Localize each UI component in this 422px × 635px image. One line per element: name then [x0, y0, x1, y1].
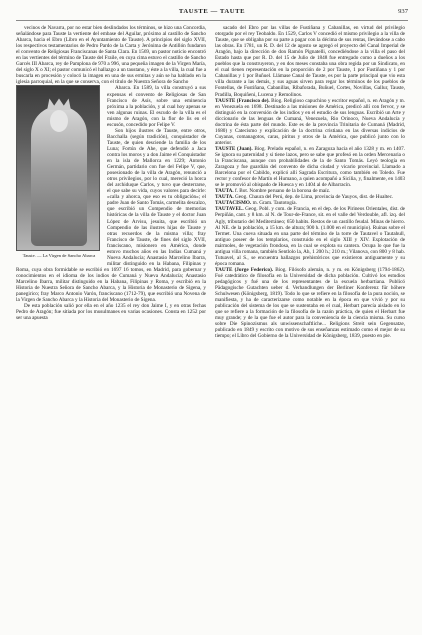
dictionary-entry	[215, 98, 405, 146]
entry-body: Geog. Chaura del Perú, dep. de Lima, provincia de Yauyos, dist. de Hualtec.	[233, 194, 394, 201]
virgin-statue-photo	[16, 85, 100, 251]
left-column	[16, 25, 206, 339]
paragraph: Son hijos ilustres de Tauste, entre otros, Bacchalla (según tradición), conquistador de Tauste, de quien desciende la familia de los Luna; Fortún de Ahe, que defendió a Jaca contra los moros y a don Jaime el Conquistador en la isla de Mallorca en 1229; Antonio Germán, partidario con fue del Felipe V, que, posesionado de la villa de Aragón, renunció a otros privilegios, por lo cual, mereció la horca del archiduque Carlos, y tuvo que desterrarse, el que sabe su vida, cuyos valores para decirle: «calla y ahorca, que eso es tu obligación»; el padre Juan de Santo Tomás, carmelita descalzo, que escribió un Compendio de memorias históricas de la villa de Tauste y el doctor Juan López de Arvisu, jesuita, que escribió un Compendio de las ilustres hijas de Tauste y otras recuerdos de la misma villa; fray Francisco de Tauste, de fines del siglo XVII, franciscano, misionero en América, donde estuvo muchos años en las Indias Cumaná y Nueva Andalucía; Anastasio Marcelino Ibarra, militar distinguido en la Habana, Filipinas y Roma, cuya obra formidable se escribió en 1697 16 tomos, en Madrid, para gobernar y conocimientos en el idioma de los indios de Cumaná y Nueva Andalucía; Anastasio Marcelino Ibarra, militar distinguido en la Habana, Filipinas y Roma, y escribió en la Historia de Nuestra Señora de Sancho Abarca, y la Historia de Monasterio de Sigena, y panegirico; fray Marco Antonio Varón, franciscano (1712-79), que escribió una Novena de la Virgen de Sancho Abarca y la Historia del Monasterio de Sigena.	[16, 127, 206, 304]
figure-caption: Tauste. — La Virgen de Sancho Abarca	[22, 253, 96, 259]
entry-body: Biog. Prelado español, n. en Zaragoza hacia el año 1328 y m. en 1407. Se ignora su paternidad y si tiene lazos, pero se sabe que profesó en la orden Mercenaria o la Franciscana, aunque con probabilidades de la de Santo Tomás. Leyó teología en Zaragoza y fue guardián del convento de dicha ciudad y vicario provincial. Llamado a Barcelona por el Cabildo, explicó allí Sagrada Escritura, como también en Toledo. Fue rector y confesor de Martín el Humano, a quien acompañó a Sicilia, y, finalmente, en 1403 se le promovió al obispado de Huesca y en 1404 al de Albarracín.	[215, 145, 405, 189]
entry-body: Biog. Religioso capuchino y escritor español, n. en Aragón y m. en Venezuela en 1698. Destinado a las misiones de América, predicó allí con fervor, y se distinguió en la conversión de los indios y en el estudio de sus lenguas. Escribió un Arte y diccionario de las lenguas de Cumaná, Venezuela, Rio Orinoco, Nueva Andalucía y doctrina de ésta parte del mundo. Este es de la provincia Trinitaria de Cumaná (Madrid, 1680) y Catecismo y explicación de la doctrina cristiana en las diversas indicios de Cuyanas, comanagotos, caras, piritus y otros de la América, que publicó junto con lo anterior.	[215, 97, 406, 146]
entry-headword: TAUTACISMO.	[215, 200, 252, 207]
entry-headword: TAUTE (Jorge Federico).	[215, 266, 274, 273]
paragraph: Abarca. En 1589, la villa construyó a sus expensas el convento de Religiosas de San Francisco de Asís, sobre una eminencia próxima a la población, y al cual hoy apenas se ven algunas ruinas. El escudo de la villa es el mismo de Aragón, con la flor de lis en el escusón, concedido por Felipe V.	[107, 85, 206, 128]
paragraph: sacado del Ebro por las villas de Fustiñana y Cabanillas, en virtud del privilegio otorgado por el rey Teobaldo. En 1529, Carlos V concedió el mismo privilegio a la villa de Tauste, que se obligaba por su parte a pagar con la décima de sus rentas, llevándose a cabo las obras. En 1781, un R. D. del 12 de agosto se agregó el proyecto del Canal Imperial de Aragón, bajo la dirección de don Ramón Pignatelli, concediéndose a la villa el paso del Estado hasta que por R. D. del 15 de Julio de 1848 fue entregado como a dueños a los pueblos que la construyeron, y en dos meses constaba una obra regida por un Sindicato, en el cual tienen representación en la proporción de 2 por Tauste, 1 por Fustiñana y 1 por Cabanillas y 1 por Buñuel. Llámase Canal de Tauste, es por la parte principal que vio esta villa durante a las demás, y sus aguas sirven para regar los términos de los pueblos de Fontellas, de Fustiñana, Cabanillas, Ribaforada, Buñuel, Cortes, Novillas, Gallur, Tauste, Pradilla, Boquiñeni, Lucena y Remolinos.	[215, 25, 405, 98]
paragraph: De esta población salió por ella en el año 1235 el rey don Jaime I, y en otras fechas Pedro de Aragón; fue sitiada por los musulmanes en varias ocasiones. Consta en 1252 por ser una apuesta	[16, 303, 206, 322]
dictionary-entry	[215, 206, 405, 266]
page-number: 937	[398, 8, 408, 15]
entry-headword: TAUTAVEL.	[215, 206, 244, 213]
entry-body: Geog. Pobl. y com. de Francia, en el dep. de los Pirineos Orientales, dist. de Perpiñán, cant. y 8 km. al N. de Tour-de-France, sit. en el valle del Verdouble, afl. izq. del Agly, tributario del Mediterráneo; 650 habits. Restos de un castillo feudal. Minas de hierro. Al NE. de la población, a 15 km. de altura; 900 h. (1.000 en el municipio). Ruinas sobre el Termet. Una cueva situada en una parte del término de la torre de Tautavel o Tautahull, antiguo poseer de los templarios, construido en el siglo XIII y XIV. Explotación de mármoles, de vegetación frondosa, en la cual se explota su cantera. Ocupa lo que fue la antigua villa romana, también Sentlolo la, Ah, 1 200 h.; 210 m.; Vilanova, con 800 y 8 hab. Tutuavel, al S., se encuentra hallazgos prehistóricos que existieron antiguamente y su época romana.	[215, 206, 405, 267]
text-columns	[16, 25, 408, 339]
entry-body: Biog. Filósofo alemán, n. y m. en Königsberg (1794-1862). Fué catedrático de filosofía en la Universidad de dicha población. Cultivó los estudios pedagógicos y fué una de los representantes de la escuela herbartiana. Publicó Pädagogische Gutachten ueber d. Verhandlungen der Berliner Konferenz für höhere Schulwesen (Königsberg, 1819). Todo lo que se refiere en la filosofía de la pura noción, se manifiesta, y ha de caracterizarse como notable en la época en que vivió y por su publicación del sistema de los que se sustentaba en el cual, Herbart parecía aislado en lo que se refiere a la formación de la filosofía de la razón práctica, de quien el Herbart fue muy grande; y de la que fue el autor para la conveniencia de la ciencia misma. Su curso sobre Die Spinozismus als unwissenschaftliche... Religions Streit sein Gegensatze, publicado en 1849 y escrito con motivo de sus enseñanzas estimado como el mejor de su tiempo; el Libro del Gobierno de la Universidad de Königsberg, 1839, puesto en pie.	[215, 266, 405, 340]
entry-headword: TAUSTE (Juan).	[215, 145, 253, 152]
entry-headword: TAUTA.	[215, 194, 234, 201]
paragraph: vecinos de Navarra, por no estar bien deslindados los términos, se hizo una Concordia, señalándose para Tauste la vertiente del embase del Aguilar, próximo al castillo de Sancho Abarca, hacia el Ebro (Libro en el Ayuntamiento de Tauste). A principios del siglo XVII, los respectivos testamentarios de Pedro Pardo de la Carta y Jerónima de Antillón fundaron el convento de Religiosas Franciscanas de Santa Clara. En 1569, un pastor noticio encontró en las vertientes del término de Tauste del Fraile, en cuya cima estuvo el castillo de Sancho Garcés III Abarca, rey de Pamplona de 970 a 996, una pequeña imagen de la Virgen María, del siglo X o XI; el pastor comunicó el hallazgo a un taustano, y éste a la villa, la cual fue a buscarla en procesión y colocó la imagen en una de sus ermitas y aún se ha hablado en la iglesia parroquial, en la que se conserva, con el título de Nuestra Señora de Sancho	[16, 25, 206, 86]
entry-body: f. Bot. Nombre peruano de la borona de maíz.	[233, 188, 331, 195]
entry-headword: TAUSTE (Francisco de).	[215, 97, 270, 104]
dictionary-entry	[215, 146, 405, 188]
entry-headword: TAUTA.	[215, 188, 234, 195]
figure	[16, 85, 102, 258]
running-header	[16, 6, 408, 21]
right-column	[215, 25, 405, 339]
entry-body: m. Gram. Tautotogía.	[251, 200, 297, 207]
header-title: TAUSTE — TAUTE	[178, 8, 246, 15]
dictionary-entry	[215, 267, 405, 340]
statue-crown	[47, 98, 71, 110]
